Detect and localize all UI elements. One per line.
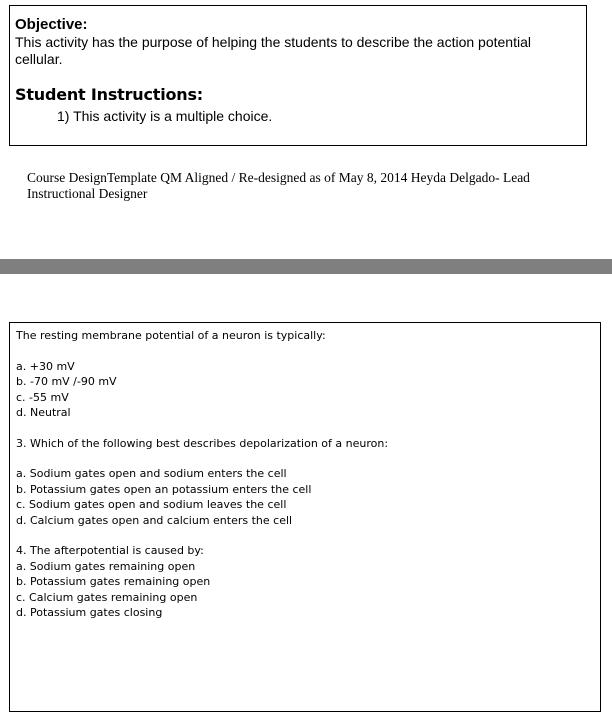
- answer-option: a. Sodium gates remaining open: [16, 559, 196, 573]
- answer-option: d. Neutral: [16, 406, 71, 419]
- answer-option: a. +30 mV: [16, 359, 75, 373]
- answer-option: a. Sodium gates open and sodium enters the cell: [16, 467, 287, 480]
- answer-option: c. Calcium gates remaining open: [16, 590, 198, 604]
- question-prompt: The resting membrane potential of a neuron is typically:: [16, 329, 326, 342]
- question-box: [9, 322, 601, 712]
- answer-option: c. Sodium gates open and sodium leaves the cell: [16, 498, 287, 511]
- objective-heading: Objective:: [15, 16, 88, 33]
- answer-option: d. Potassium gates closing: [16, 606, 163, 619]
- objective-box: [9, 5, 587, 146]
- instruction-item: 1) This activity is a multiple choice.: [57, 108, 273, 124]
- question-prompt: 3. Which of the following best describes depolarization of a neuron:: [16, 436, 389, 450]
- section-divider-band: [0, 259, 612, 274]
- answer-option: b. Potassium gates open an potassium enters the cell: [16, 482, 312, 496]
- course-credit: Course DesignTemplate QM Aligned / Re-designed as of May 8, 2014 Heyda Delgado- Lead Instructional Designer: [27, 170, 530, 201]
- instructions-heading: Student Instructions:: [15, 85, 203, 104]
- objective-text: This activity has the purpose of helping the students to describe the action potential cellular.: [15, 34, 531, 67]
- answer-option: b. -70 mV /-90 mV: [16, 375, 117, 388]
- answer-option: d. Calcium gates open and calcium enters the cell: [16, 513, 293, 527]
- question-prompt: 4. The afterpotential is caused by:: [16, 544, 204, 557]
- answer-option: c. -55 mV: [16, 390, 69, 404]
- answer-option: b. Potassium gates remaining open: [16, 575, 211, 588]
